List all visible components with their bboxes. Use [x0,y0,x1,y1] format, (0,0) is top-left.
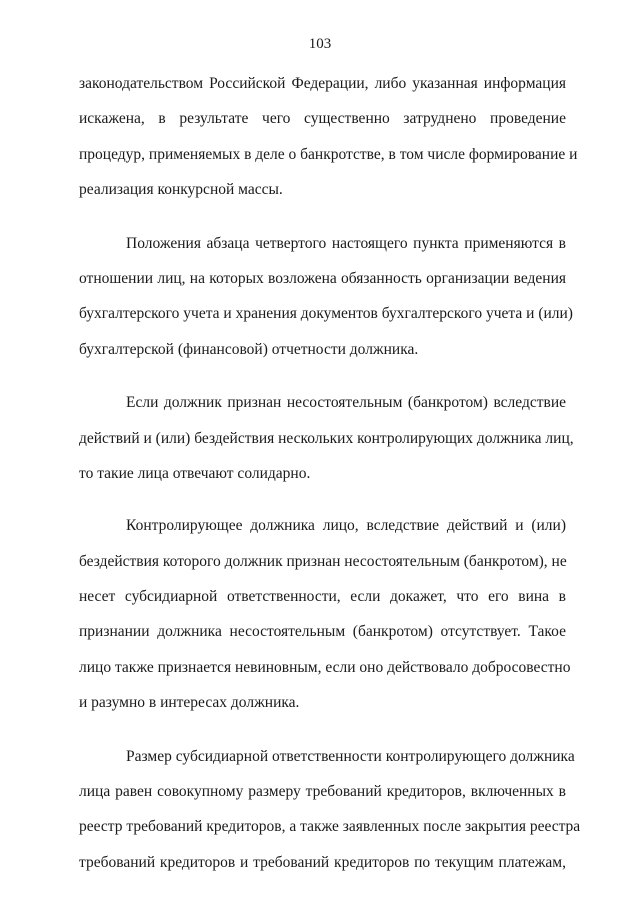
paragraph-3 [79,385,574,491]
text-line: искажена, в результате чего существенно затруднено проведение [79,110,566,128]
text-line: законодательством Российской Федерации, либо указанная информация [79,75,566,92]
text-line: реестр требований кредиторов, а также заявленных после закрытия реестра [79,818,581,836]
text-line: и разумно в интересах должника. [79,694,300,712]
text-line: требований кредиторов и требований кредиторов по текущим платежам, [79,853,566,871]
text-line: бездействия которого должник признан несостоятельным (банкротом), не [79,552,567,570]
paragraph-4 [79,508,571,720]
text-line: реализация конкурсной массы. [79,181,283,199]
text-line: отношении лиц, на которых возложена обязанность организации ведения [79,269,566,287]
page-number: 103 [308,36,332,52]
text-line: Положения абзаца четвертого настоящего пункта применяются в [126,234,566,252]
text-line: бухгалтерской (финансовой) отчетности должника. [79,340,419,358]
text-line: несет субсидиарной ответственности, если докажет, что его вина в [79,588,566,606]
body-text [79,66,581,880]
text-line: то такие лица отвечают солидарно. [79,464,311,482]
paragraph-5 [79,739,581,881]
text-line: лица равен совокупному размеру требований кредиторов, включенных в [79,783,566,801]
text-line: Если должник признан несостоятельным (банкротом) вследствие [126,394,566,412]
text-line: бухгалтерского учета и хранения документов бухгалтерского учета и (или) [79,305,573,323]
text-line: процедур, применяемых в деле о банкротстве, в том числе формирование и [79,145,578,163]
text-line: лицо также признается невиновным, если оно действовало добросовестно [79,658,571,676]
text-line: признании должника несостоятельным (банкротом) отсутствует. Такое [79,623,566,641]
text-line: Размер субсидиарной ответственности контролирующего должника [126,747,575,765]
paragraph-2 [79,226,573,368]
paragraph-1 [79,66,578,208]
text-line: Контролирующее должника лицо, вследствие действий и (или) [126,517,566,535]
text-line: действий и (или) бездействия нескольких контролирующих должника лиц, [79,429,574,447]
